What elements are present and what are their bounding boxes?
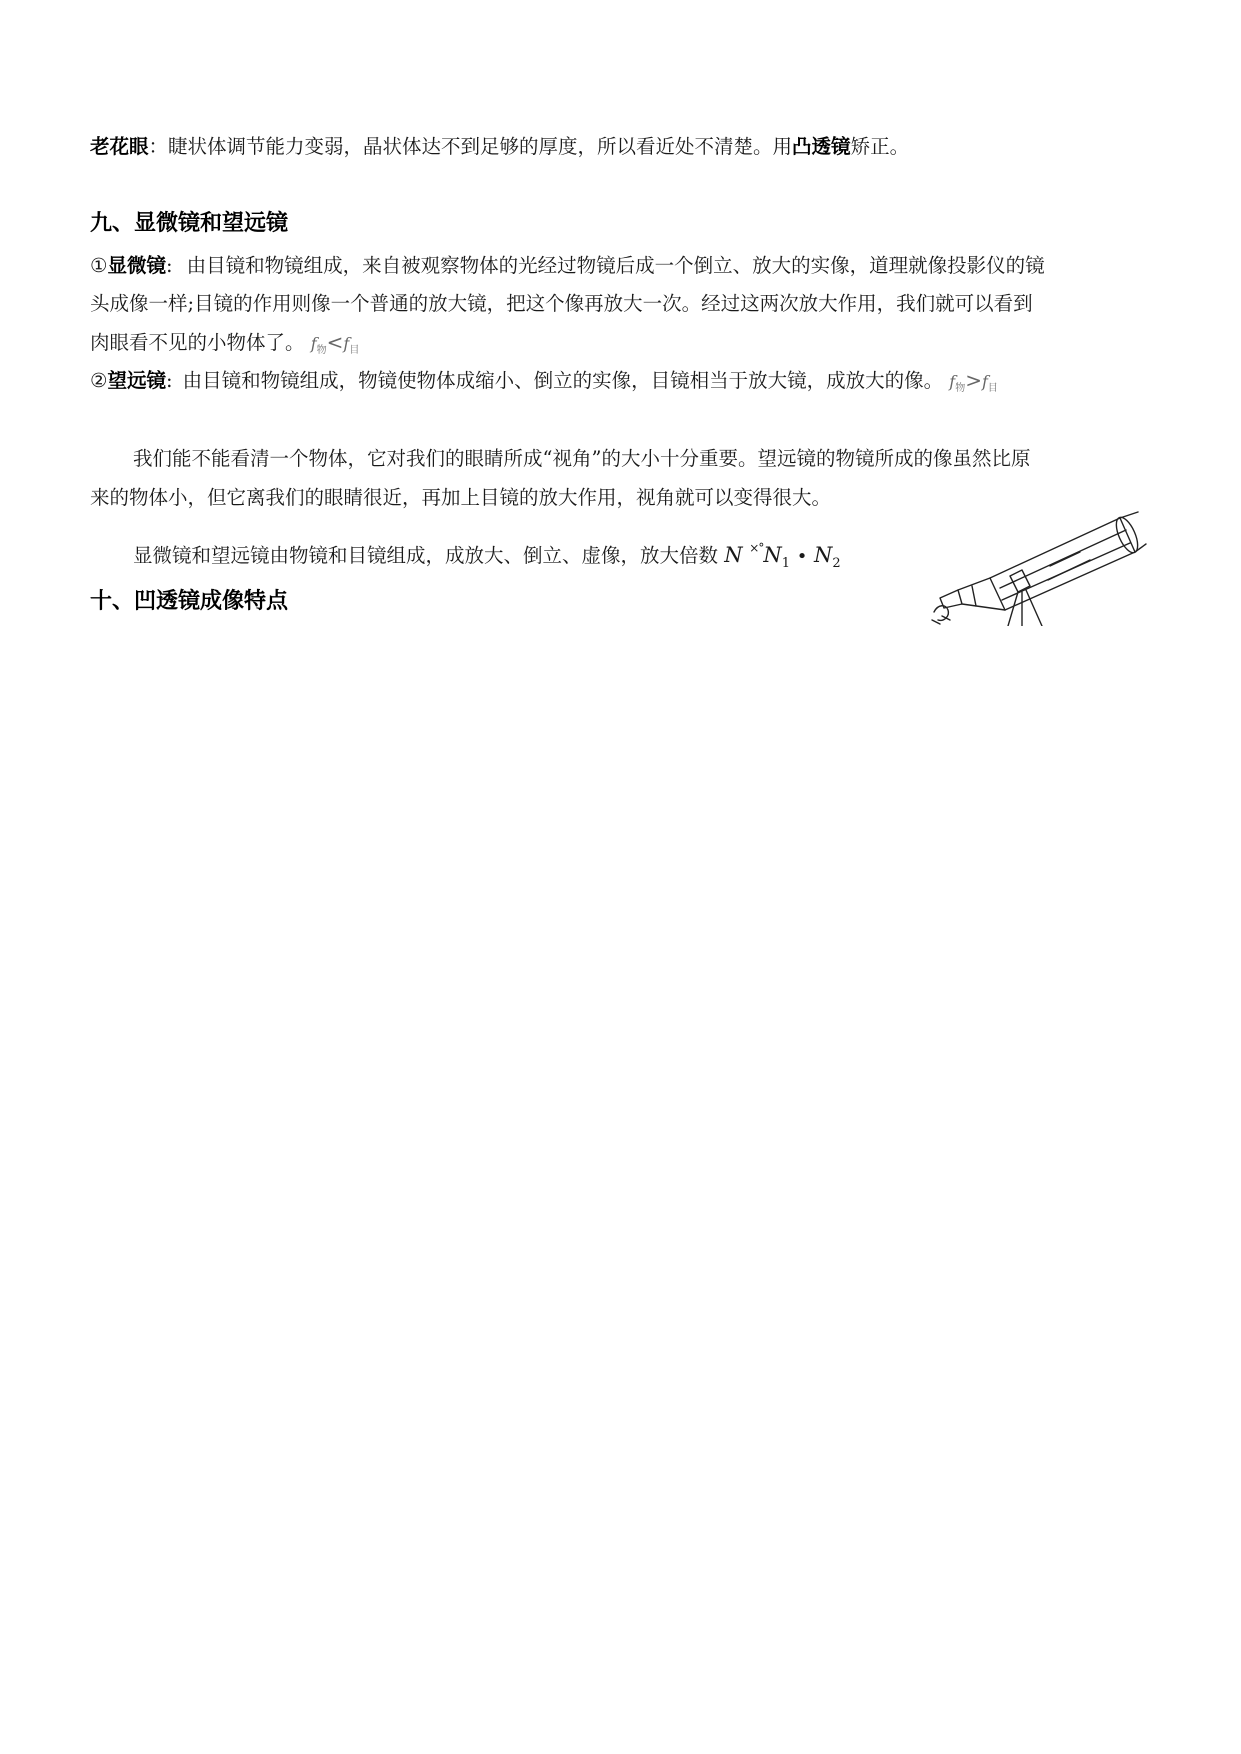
telescope-focal-formula [949,368,998,395]
microscope-focal-formula [310,330,360,357]
formula-N2: N [814,543,833,567]
presbyopia-line [90,134,909,160]
presbyopia-text-2: 矫正。 [850,135,910,158]
formula-sub-1: 1 [781,556,790,572]
magnification-line [133,535,841,577]
presbyopia-term: 老花眼 [90,135,149,158]
microscope-number: ① [90,254,108,277]
formula-f-objective: f [949,372,956,391]
section-10-heading: 十、凹透镜成像特点 [90,589,289,614]
section-9-heading: 九、显微镜和望远镜 [90,211,289,236]
presbyopia-text-1: 睫状体调节能力变弱，晶状体达不到足够的厚度，所以看近处不清楚。用 [168,135,793,158]
presbyopia-colon: ： [148,135,169,158]
formula-sub-2: 2 [832,556,841,572]
magnification-text: 显微镜和望远镜由物镜和目镜组成，成放大、倒立、虚像，放大倍数 [133,544,719,567]
visual-angle-line-2: 来的物体小，但它离我们的眼睛很近，再加上目镜的放大作用，视角就可以变得很大。 [90,486,832,509]
convex-lens-term: 凸透镜 [792,135,851,158]
formula-sub-objective: 物 [955,383,966,395]
formula-sub-eyepiece: 目 [349,345,360,357]
formula-f-objective: f [310,334,317,353]
telescope-icon [930,508,1150,626]
formula-N: N [724,543,743,567]
microscope-term: 显微镜 [107,254,166,277]
formula-f-eyepiece: f [343,334,350,353]
formula-garbled-symbol: ×° [749,541,764,555]
telescope-term: 望远镜 [107,369,166,392]
telescope-colon: : [166,369,173,392]
telescope-line [90,367,998,402]
formula-less-than: < [326,330,344,354]
formula-dot: • [796,546,808,567]
telescope-number: ② [90,369,108,392]
microscope-colon: : [166,254,173,277]
magnification-formula [724,541,841,572]
telescope-text: 由目镜和物镜组成，物镜使物体成缩小、倒立的实像，目镜相当于放大镜，成放大的像。 [182,369,944,392]
formula-N1: N [763,543,782,567]
microscope-line-2: 头成像一样;目镜的作用则像一个普通的放大镜，把这个像再放大一次。经过这两次放大作用，我们就可以看到 [90,292,1033,315]
microscope-text-1: 由目镜和物镜组成，来自被观察物体的光经过物镜后成一个倒立、放大的实像，道理就像投影仪的镜 [186,254,1045,277]
formula-sub-objective: 物 [316,345,327,357]
microscope-line-1 [90,253,1045,279]
formula-f-eyepiece: f [981,372,988,391]
microscope-line-3 [90,329,359,364]
visual-angle-line-1: 我们能不能看清一个物体，它对我们的眼睛所成“视角”的大小十分重要。望远镜的物镜所成的像虽然比原 [133,447,1031,470]
formula-sub-eyepiece: 目 [987,383,998,395]
formula-greater-than: > [965,368,982,392]
microscope-text-3: 肉眼看不见的小物体了。 [90,331,305,354]
